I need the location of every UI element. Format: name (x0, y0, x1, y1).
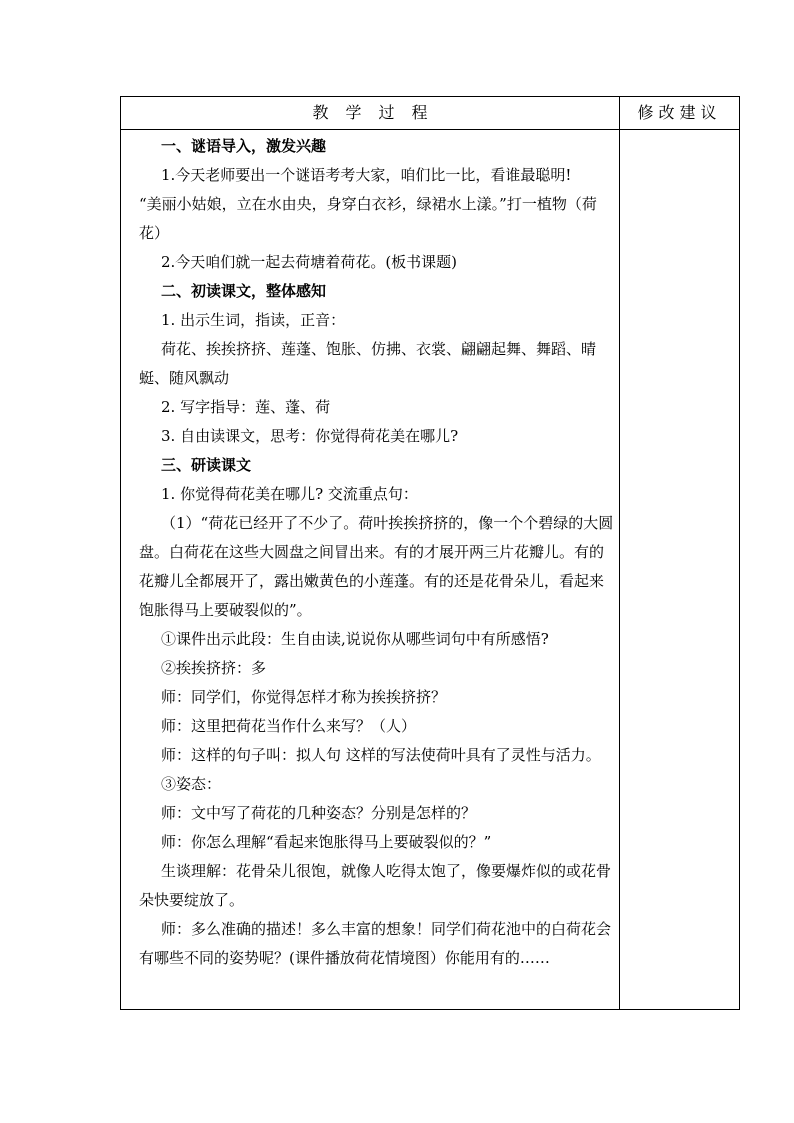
paragraph: 1.今天老师要出一个谜语考考大家，咱们比一比，看谁最聪明! (161, 166, 572, 184)
lesson-table (120, 96, 740, 1010)
paragraph: 师：同学们，你觉得怎样才称为挨挨挤挤？ (161, 688, 447, 706)
paragraph: 2.今天咱们就一起去荷塘着荷花。(板书课题) (161, 253, 458, 271)
paragraph: ③姿态： (161, 775, 222, 793)
section-heading-3: 三、研读课文 (161, 456, 252, 474)
paragraph: 生谈理解：花骨朵儿很饱，就像人吃得太饱了，像要爆炸似的或花骨朵快要绽放了。 (139, 862, 612, 909)
table-header-row (121, 97, 739, 130)
paragraph: ②挨挨挤挤：多 (161, 659, 267, 677)
paragraph: 师：你怎么理解“看起来饱胀得马上要破裂似的？” (161, 833, 492, 851)
paragraph: 1. 出示生词，指读，正音： (161, 311, 346, 329)
quoted-passage: （1）“荷花已经开了不少了。荷叶挨挨挤挤的，像一个个碧绿的大圆盘。白荷花在这些大圆盘之间冒出来。有的才展开两三片花瓣儿。有的花瓣儿全都展开了，露出嫩黄色的小莲蓬。有的还是花骨朵儿，看起来饱胀得马上要破裂似的”。 (139, 514, 614, 619)
section-heading-1: 一、谜语导入，激发兴趣 (161, 137, 327, 155)
vocabulary-list: 荷花、挨挨挤挤、莲蓬、饱胀、仿拂、衣裳、翩翩起舞、舞蹈、晴蜓、随风飘动 (139, 340, 597, 387)
column-divider (619, 97, 620, 1009)
header-teaching-process: 教学过程 (312, 103, 445, 122)
riddle-paragraph: “美丽小姑娘，立在水由央，身穿白衣衫，绿裙水上漾。”打一植物（荷花） (139, 195, 597, 242)
paragraph: ①课件出示此段：生自由读,说说你从哪些词句中有所感悟? (161, 630, 549, 648)
header-revision-suggestions: 修改建议 (637, 103, 722, 122)
paragraph: 师：文中写了荷花的几种姿态？分别是怎样的？ (161, 804, 477, 822)
paragraph: 1. 你觉得荷花美在哪儿? 交流重点句： (161, 485, 418, 503)
teaching-process-content (121, 130, 619, 1009)
paragraph: 师：这样的句子叫：拟人句 这样的写法使荷叶具有了灵性与活力。 (161, 746, 601, 764)
paragraph: 3. 自由读课文，思考：你觉得荷花美在哪儿? (161, 427, 459, 445)
paragraph: 2. 写字指导：莲、蓬、荷 (161, 398, 331, 416)
paragraph: 师：多么准确的描述！多么丰富的想象！同学们荷花池中的白荷花会有哪些不同的姿势呢？(课件播放荷花情境图）你能用有的…… (139, 920, 612, 967)
section-heading-2: 二、初读课文，整体感知 (161, 282, 327, 300)
paragraph: 师：这里把荷花当作什么来写？（人） (161, 717, 417, 735)
